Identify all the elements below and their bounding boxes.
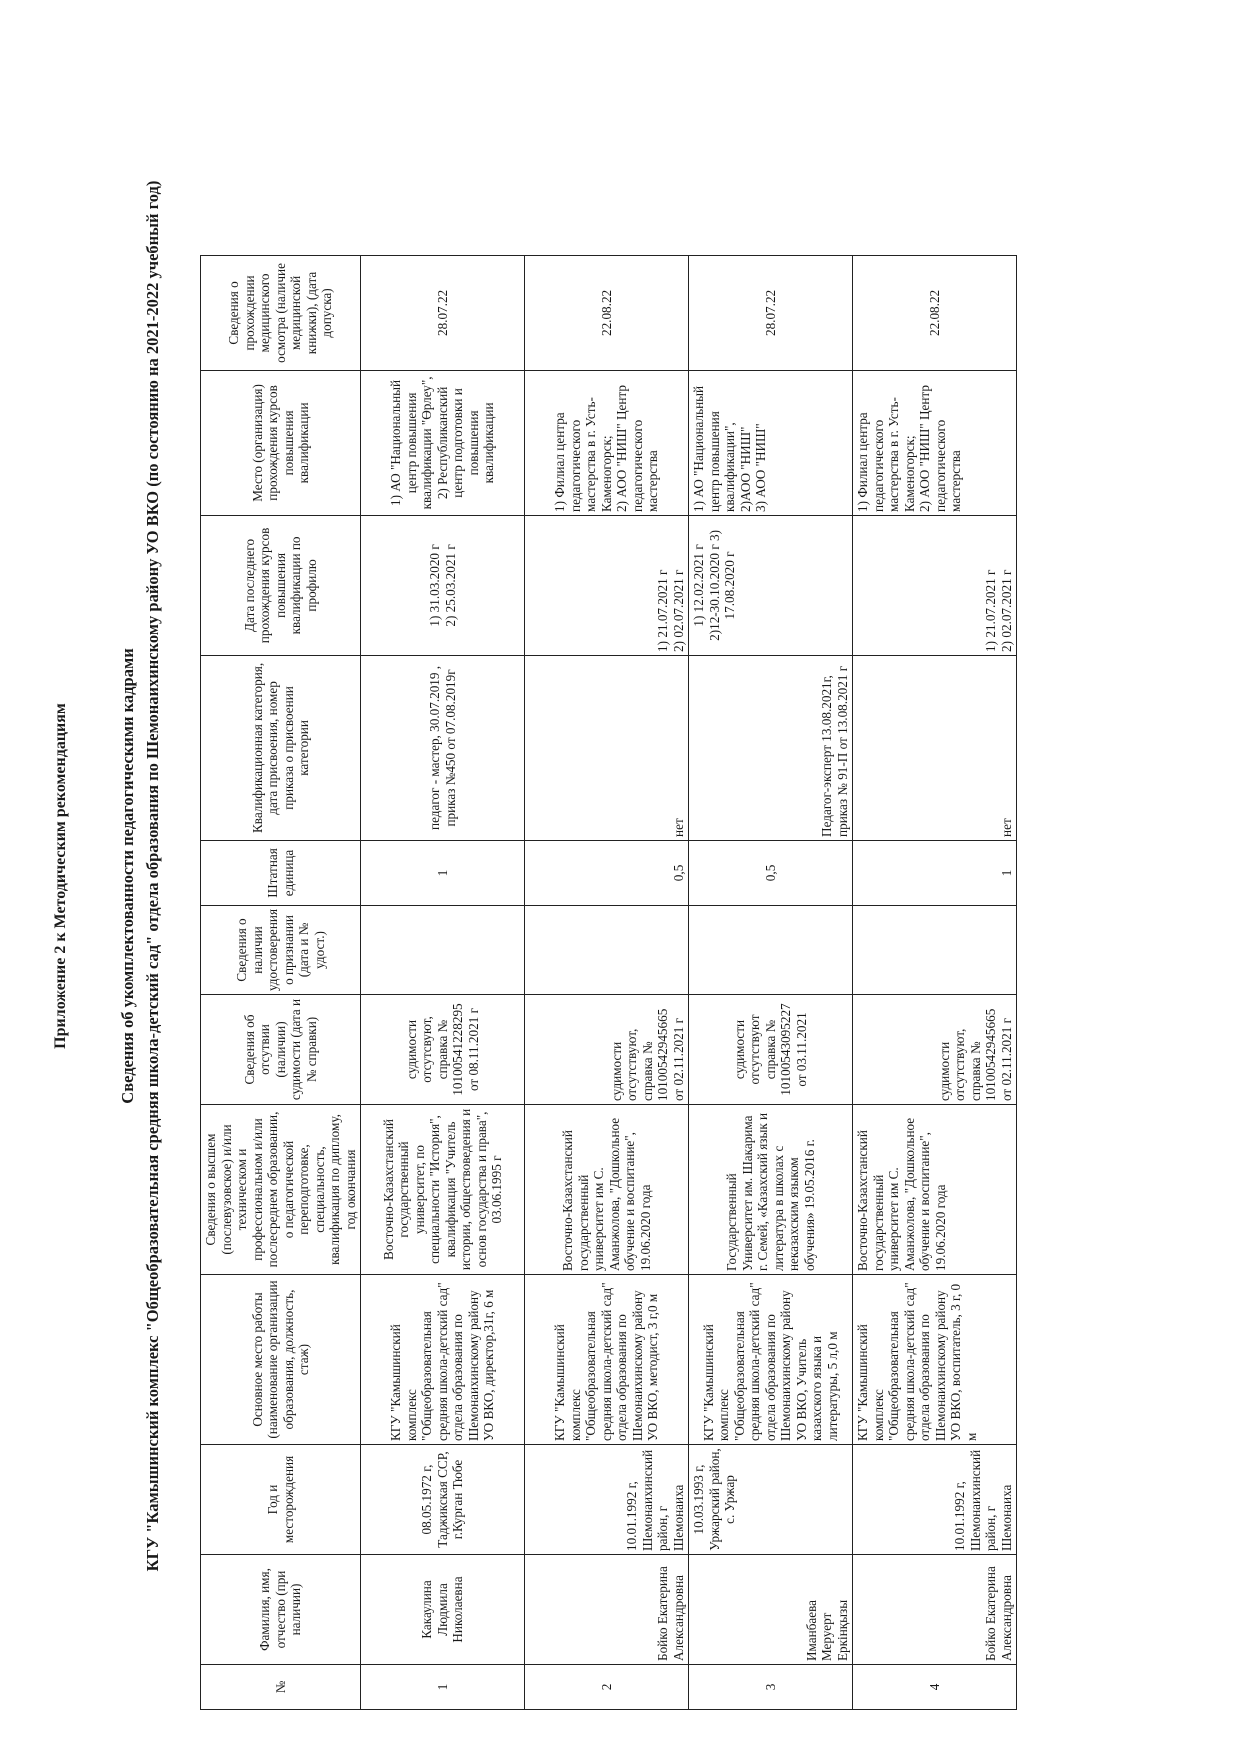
cell-work: КГУ "Камышинский комплекс "Общеобразовательная средняя школа-детский сад" отдела образования по Шемонаихинскому району УО ВКО, Учитель казахского языка и литературы, 5 л,0 м [689, 1275, 853, 1445]
col-header-medical: Сведения о прохождении медицинского осмотра (наличие медицинской книжки), (дата допуска) [201, 255, 361, 370]
cell-name: Бойко Екатерина Александровна [525, 1555, 689, 1665]
cell-category: Педагог-эксперт 13.08.2021г, приказ № 91-П от 13.08.2021 г [689, 655, 853, 840]
col-header-recognition: Сведения о наличии удостоверения о признании (дата и № удост.) [201, 905, 361, 994]
cell-course-place: 1) АО "Национальный центр повышения квалификации", 2)АОО "НИШ" 3) АОО "НИШ" [689, 370, 853, 515]
cell-recognition [361, 905, 525, 994]
col-header-birth: Год и месторождения [201, 1445, 361, 1555]
cell-birth: 10.01.1992 г, Шемонаихинский район, г Шемонаиха [525, 1445, 689, 1555]
col-header-work: Основное место работы (наименование организации образования, должность, стаж) [201, 1275, 361, 1445]
col-header-name: Фамилия, имя, отчество (при наличии) [201, 1555, 361, 1665]
cell-staff: 1 [361, 840, 525, 905]
cell-criminal: судимости отсутствуют, справка № 10100542945665 от 02.11.2021 г [853, 995, 1017, 1105]
cell-work: КГУ "Камышинский комплекс "Общеобразовательная средняя школа-детский сад" отдела образования по Шемонаихинскому району УО ВКО, директор,31г, 6 м [361, 1275, 525, 1445]
cell-birth: 10.01.1992 г, Шемонаихинский район, г Шемонаиха [853, 1445, 1017, 1555]
cell-course-date: 1) 31.03.2020 г 2) 25.03.2021 г [361, 515, 525, 655]
appendix-note: Приложение 2 к Методическим рекомендациям [52, 703, 69, 1049]
cell-work: КГУ "Камышинский комплекс "Общеобразовательная средняя школа-детский сад" отдела образования по Шемонаихинскому району УО ВКО, методист, 3 г,0 м [525, 1275, 689, 1445]
cell-criminal: судимости отсутствуют справка № 10100543095227 от 03.11.2021 [689, 995, 853, 1105]
cell-education: Восточно-Казахстанский государственный университет им С. Аманжолова, "Дошкольное обучение и воспитание", 19.06.2020 года [853, 1105, 1017, 1275]
cell-name: Какаулина Людмила Николаевна [361, 1555, 525, 1665]
cell-criminal: судимости отсутствуют, справка № 10100542945665 от 02.11.2021 г [525, 995, 689, 1105]
table-row [361, 255, 525, 1709]
cell-birth: 08.05.1972 г, Таджикская ССР, г.Курган Тюбе [361, 1445, 525, 1555]
table-row [525, 255, 689, 1709]
cell-num: 2 [525, 1665, 689, 1710]
col-header-criminal: Сведения об отсутвии (наличии) судимости (дата и № справки) [201, 995, 361, 1105]
cell-num: 1 [361, 1665, 525, 1710]
document-subtitle: КГУ "Камышинский комплекс "Общеобразовательная средняя школа-детский сад" отдела образования по Шемонаихинскому району УО ВКО (по состоянию на 2021-2022 учебный год) [143, 180, 162, 1572]
cell-num: 4 [853, 1665, 1017, 1710]
cell-work: КГУ "Камышинский комплекс "Общеобразовательная средняя школа-детский сад" отдела образования по Шемонаихинскому району УО ВКО, воспитатель, 3 г, 0 м [853, 1275, 1017, 1445]
cell-name: Бойко Екатерина Александровна [853, 1555, 1017, 1665]
cell-course-place: 1) Филиал центра педагогического мастерства в г. Усть-Каменогорск; 2) АОО "НИШ" Центр педагогического мастерства [853, 370, 1017, 515]
cell-education: Восточно-Казахстанский государственный университет, по специальности "История", квалификация "Учитель истории, обществоведения и основ государства и права", 03.06.1995 г [361, 1105, 525, 1275]
cell-staff: 0,5 [689, 840, 853, 905]
col-header-category: Квалификационная категория, дата присвоения, номер приказа о присвоении категории [201, 655, 361, 840]
col-header-num: № [201, 1665, 361, 1710]
col-header-education: Сведения о высшем (послевузовское) и/или техническом и профессиональном и/или послесреднем образовании, о педагогической переподготовке, специальность, квалификация по диплому, год окончания [201, 1105, 361, 1275]
cell-recognition [525, 905, 689, 994]
cell-course-place: 1) АО "Национальный центр повышения квалификации "Өрлеу", 2) Республиканский центр подготовки и повышения квалификации [361, 370, 525, 515]
col-header-course-place: Место (организация) прохождения курсов повышения квалификации [201, 370, 361, 515]
document-title: Сведения об укомплектованности педагогическими кадрами [118, 648, 137, 1104]
cell-staff: 1 [853, 840, 1017, 905]
cell-birth: 10.03.1993 г, Уржарский район, с. Уржар [689, 1445, 853, 1555]
col-header-staff: Штатная единица [201, 840, 361, 905]
cell-medical: 28.07.22 [689, 255, 853, 370]
table-row [689, 255, 853, 1709]
cell-medical: 22.08.22 [525, 255, 689, 370]
cell-recognition [853, 905, 1017, 994]
staff-table [200, 255, 1017, 1710]
cell-category: педагог - мастер, 30.07.2019 , приказ №450 от 07.08.2019г [361, 655, 525, 840]
table-row [853, 255, 1017, 1709]
cell-medical: 28.07.22 [361, 255, 525, 370]
cell-num: 3 [689, 1665, 853, 1710]
table-header-row [201, 255, 361, 1709]
cell-criminal: судимости отсутсвуют, справка № 10100541228295 от 08.11.2021 г [361, 995, 525, 1105]
cell-recognition [689, 905, 853, 994]
cell-name: Иманбаева Меруерт Еркінқызы [689, 1555, 853, 1665]
cell-education: Восточно-Казахстанский государственный университет им С. Аманжолова, "Дошкольное обучение и воспитание", 19.06.2020 года [525, 1105, 689, 1275]
cell-course-date: 1) 21.07.2021 г 2) 02.07.2021 г [525, 515, 689, 655]
col-header-course-date: Дата последнего прохождения курсов повышения квалификации по профилю [201, 515, 361, 655]
cell-category: нет [853, 655, 1017, 840]
cell-course-date: 1) 12.02.2021 г 2)12-30.10.2020 г 3) 17.08.2020 г [689, 515, 853, 655]
cell-medical: 22.08.22 [853, 255, 1017, 370]
cell-education: Государственный Университет им. Шакарима г. Семей, «Казахский язык и литература в школах с неказахским языком обучения» 19.05.2016 г. [689, 1105, 853, 1275]
cell-course-date: 1) 21.07.2021 г 2) 02.07.2021 г [853, 515, 1017, 655]
cell-category: нет [525, 655, 689, 840]
cell-staff: 0,5 [525, 840, 689, 905]
cell-course-place: 1) Филиал центра педагогического мастерства в г. Усть-Каменогорск; 2) АОО "НИШ" Центр педагогического мастерства [525, 370, 689, 515]
